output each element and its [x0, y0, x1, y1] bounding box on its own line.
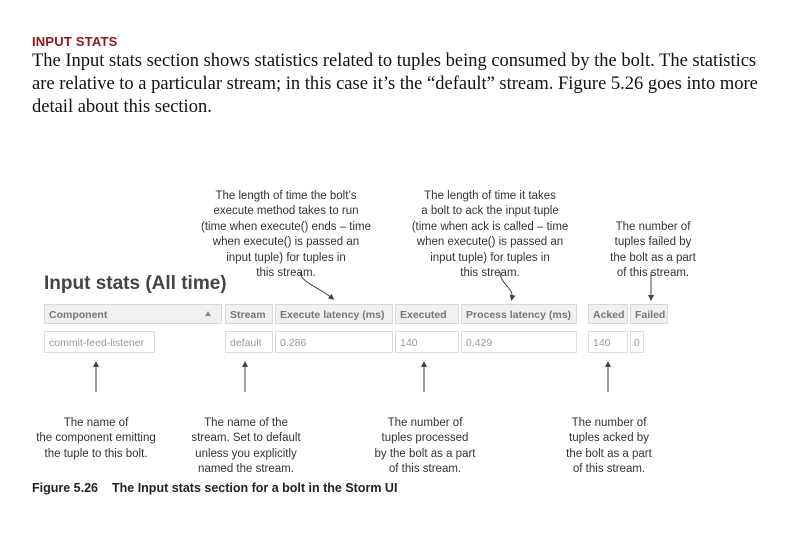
column-header-failed[interactable]: Failed	[630, 304, 668, 324]
figure-caption-text: The Input stats section for a bolt in the Storm UI	[112, 481, 398, 495]
figure-caption	[32, 481, 397, 495]
callout-executed-text: The number of tuples processed by the bolt as a part of this stream.	[374, 416, 476, 475]
callout-process-latency-text: The length of time it takes a bolt to ack the input tuple (time when ack is called – time when execute() is passed an input tuple) for tuples in this stream.	[411, 189, 569, 279]
body-paragraph: The Input stats section shows statistics related to tuples being consumed by the bolt. The statistics are relative to a particular stream; in this case it’s the “default” stream. Figure 5.26 goes into more detail about this section.	[32, 51, 758, 117]
panel-title: Input stats (All time)	[44, 273, 227, 294]
cell-executed: 140	[395, 331, 459, 353]
column-header-stream[interactable]: Stream	[225, 304, 273, 324]
section-title: INPUT STATS	[32, 34, 118, 49]
cell-stream: default	[225, 331, 273, 353]
cell-failed: 0	[630, 331, 644, 353]
callout-component-text: The name of the component emitting the tuple to this bolt.	[36, 416, 156, 460]
column-header-process-latency[interactable]: Process latency (ms)	[461, 304, 577, 324]
cell-process-latency: 0.429	[461, 331, 577, 353]
arrow-process-latency	[500, 272, 512, 298]
column-header-execute-latency[interactable]: Execute latency (ms)	[275, 304, 393, 324]
column-header-executed[interactable]: Executed	[395, 304, 459, 324]
column-header-acked[interactable]: Acked	[588, 304, 628, 324]
column-header-component[interactable]: Component	[44, 304, 222, 324]
arrow-execute-latency	[300, 272, 332, 298]
callout-acked-text: The number of tuples acked by the bolt as a part of this stream.	[566, 416, 652, 475]
cell-acked: 140	[588, 331, 628, 353]
callout-stream-text: The name of the stream. Set to default unless you explicitly named the stream.	[191, 416, 301, 475]
callout-execute-latency-text: The length of time the bolt’s execute method takes to run (time when execute() ends – time when execute() is passed an input tuple) for tuples in this stream.	[200, 189, 372, 279]
figure-number: Figure 5.26	[32, 481, 98, 495]
cell-execute-latency: 0.286	[275, 331, 393, 353]
callout-failed-text: The number of tuples failed by the bolt as a part of this stream.	[610, 220, 696, 279]
cell-component[interactable]: commit-feed-listener	[44, 331, 155, 353]
